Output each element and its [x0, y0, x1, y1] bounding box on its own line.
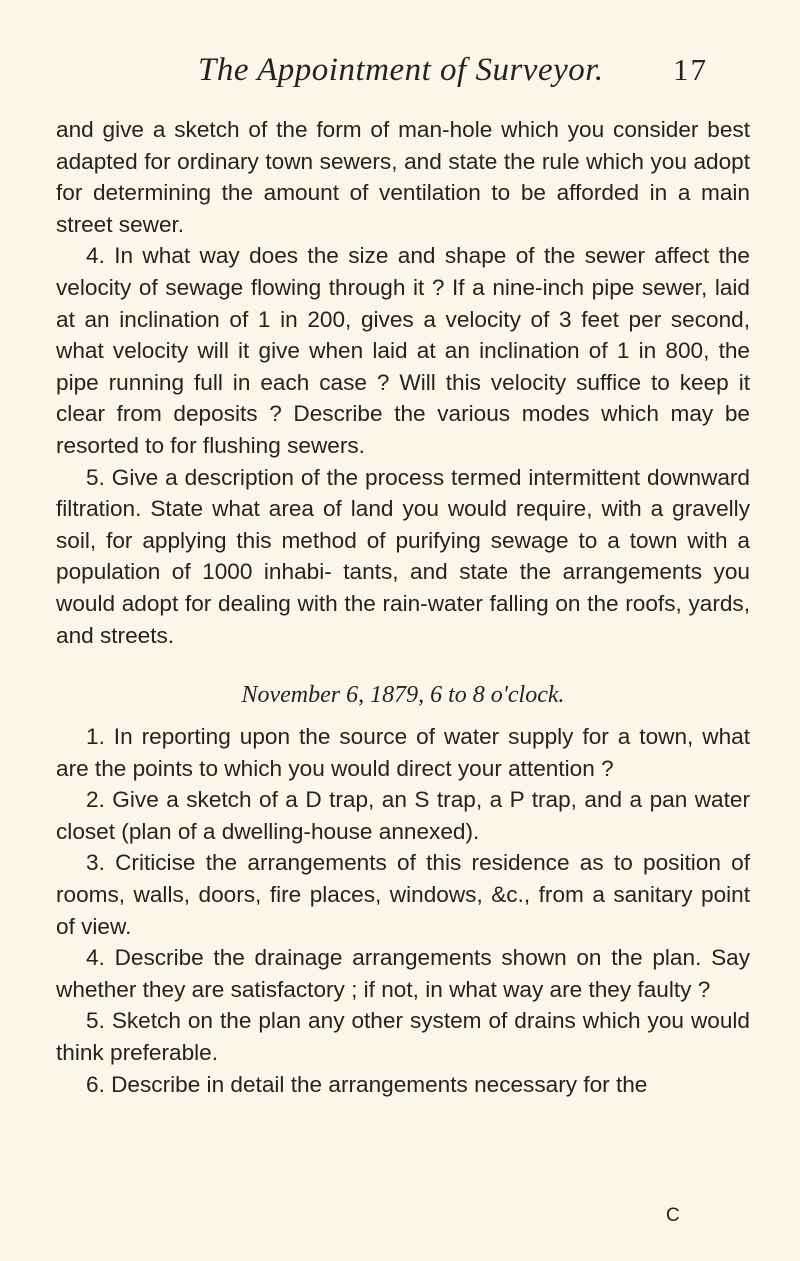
- question-3-residence: 3. Criticise the arrangements of this residence as to position of rooms, walls, doors, fire places, windows, &c., from a sanitary point of view.: [56, 850, 750, 939]
- running-header: [0, 52, 800, 100]
- page-number: 17: [673, 52, 708, 87]
- question-4-drainage: 4. Describe the drainage arrangements shown on the plan. Say whether they are satisfactory ; if not, in what way are they faulty ?: [56, 945, 750, 1002]
- question-5-drains-sketch: 5. Sketch on the plan any other system of drains which you would think preferable.: [56, 1008, 750, 1066]
- signature-mark: C: [666, 1205, 680, 1226]
- question-2-traps: 2. Give a sketch of a D trap, an S trap, a P trap, and a pan water closet (plan of a dwelling-house annexed).: [56, 787, 750, 844]
- question-6-arrangements: 6. Describe in detail the arrangements necessary for the: [86, 1071, 648, 1097]
- paragraph-continuation: and give a sketch of the form of man-hole which you consider best adapted for ordinary town sewers, and state the rule which you adopt for determining the amount of ventilation to be afforded in a main street sewer.: [56, 117, 750, 237]
- question-4-sewer-velocity: 4. In what way does the size and shape of the sewer affect the velocity of sewage flowing through it ? If a nine-inch pipe sewer, laid at an inclination of 1 in 200, gives a velocity of 3 feet per second, what velocity will it give when laid at an inclination of 1 in 800, the pipe running full in each case ? Will this velocity suffice to keep it clear from deposits ? Describe the various modes which may be resorted to for flushing sewers.: [56, 243, 750, 458]
- question-1-water-supply: 1. In reporting upon the source of water supply for a town, what are the points to which you would direct your attention ?: [56, 724, 750, 781]
- question-5-filtration: 5. Give a description of the process termed intermittent downward filtration. State what area of land you would require, with a gravelly soil, for applying this method of purifying sewage to a town with a population of 1000 inhabi- tants, and state the arrangements you would adopt for dealing with the rain-water falling on the roofs, yards, and streets.: [56, 464, 750, 648]
- exam-date-heading: November 6, 1879, 6 to 8 o'clock.: [241, 682, 565, 709]
- header-title: The Appointment of Surveyor.: [198, 52, 604, 88]
- page-body: [56, 114, 750, 1100]
